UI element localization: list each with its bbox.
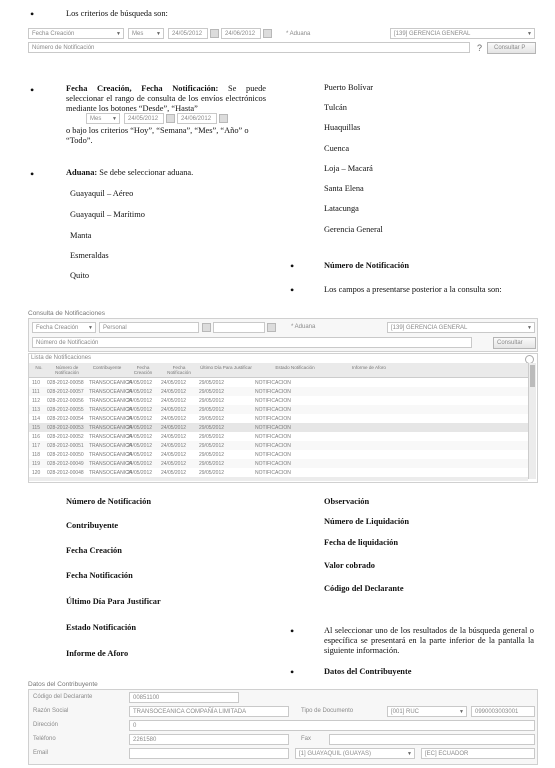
inline-date-form xyxy=(86,113,256,125)
table-cell: TRANSOCEANICA xyxy=(89,389,133,395)
table-cell: TRANSOCEANICA xyxy=(89,452,133,458)
bullet-icon: • xyxy=(30,7,35,21)
bullet-icon: • xyxy=(290,624,295,638)
table-cell: 24/05/2012 xyxy=(127,452,153,458)
grid-column-header[interactable]: Estado Notificación xyxy=(275,365,315,370)
table-cell: 24/05/2012 xyxy=(127,470,153,476)
period-select[interactable]: Mes ▼ xyxy=(128,28,164,39)
consult-button[interactable]: Consultar P xyxy=(487,42,536,54)
chevron-down-icon: ▼ xyxy=(112,116,117,122)
table-row[interactable] xyxy=(29,441,528,450)
calendar-icon[interactable] xyxy=(210,29,219,38)
table-cell: 028-2012-00058 xyxy=(47,380,84,386)
aduana-item-text: Se debe seleccionar aduana. xyxy=(99,168,194,177)
grid-column-header[interactable]: Contribuyente xyxy=(92,365,122,370)
table-cell: 29/05/2012 xyxy=(199,407,225,413)
field-left-item: Número de Notificación xyxy=(66,497,151,506)
table-cell: 24/05/2012 xyxy=(161,452,187,458)
consulta-date-to[interactable] xyxy=(213,322,265,333)
table-cell: 29/05/2012 xyxy=(199,380,225,386)
fecha-item-text: Se puede seleccionar el rango de consulta de los envíos electrónicos mediante los botones “Desde”, “Hasta” xyxy=(66,84,266,113)
table-cell: 24/05/2012 xyxy=(161,434,187,440)
table-cell: 028-2012-00051 xyxy=(47,443,84,449)
ciudad-select[interactable]: [1] GUAYAQUIL (GUAYAS) ▼ xyxy=(295,748,415,759)
email-field[interactable] xyxy=(129,748,289,759)
field-left-item: Fecha Creación xyxy=(66,546,122,555)
consulta-period[interactable]: Personal xyxy=(99,322,199,333)
table-cell: 24/05/2012 xyxy=(161,398,187,404)
codigo-field[interactable]: 00851100 xyxy=(129,692,239,703)
aduana-right-item: Cuenca xyxy=(324,144,350,153)
aduana-label: * Aduana xyxy=(286,31,311,37)
bullet-icon: • xyxy=(290,283,295,297)
table-cell: TRANSOCEANICA xyxy=(89,443,133,449)
table-cell: 29/05/2012 xyxy=(199,443,225,449)
table-row[interactable] xyxy=(29,414,528,423)
table-cell: NOTIFICACION xyxy=(255,443,291,449)
table-cell: 116 xyxy=(32,434,40,440)
calendar-icon[interactable] xyxy=(263,29,272,38)
inline-period-select[interactable]: Mes ▼ xyxy=(86,113,120,124)
help-icon[interactable]: ? xyxy=(477,43,483,53)
table-cell: 028-2012-00052 xyxy=(47,434,84,440)
aduana-right-item: Gerencia General xyxy=(324,225,383,234)
table-row[interactable] xyxy=(29,459,528,468)
table-cell: NOTIFICACION xyxy=(255,407,291,413)
table-cell: 24/05/2012 xyxy=(161,416,187,422)
chevron-down-icon: ▼ xyxy=(156,31,161,37)
contrib-panel xyxy=(28,689,538,765)
notification-number-input[interactable]: Número de Notificación xyxy=(28,42,470,53)
table-cell: 119 xyxy=(32,461,40,467)
fax-label: Fax xyxy=(301,736,312,742)
table-cell: 24/05/2012 xyxy=(161,380,187,386)
vertical-scrollbar[interactable] xyxy=(528,363,536,479)
table-cell: 113 xyxy=(32,407,40,413)
table-cell: 117 xyxy=(32,443,40,449)
calendar-icon xyxy=(219,114,228,123)
table-cell: 24/05/2012 xyxy=(161,425,187,431)
field-right-item: Número de Liquidación xyxy=(324,517,410,526)
consulta-aduana-label: * Aduana xyxy=(291,324,316,330)
table-cell: NOTIFICACION xyxy=(255,380,291,386)
chevron-down-icon: ▼ xyxy=(459,709,464,715)
table-cell: 29/05/2012 xyxy=(199,416,225,422)
table-cell: 24/05/2012 xyxy=(127,461,153,467)
table-cell: 29/05/2012 xyxy=(199,398,225,404)
table-row[interactable] xyxy=(29,378,528,387)
table-cell: NOTIFICACION xyxy=(255,434,291,440)
consulta-panel-title: Consulta de Notificaciones xyxy=(28,310,105,317)
table-cell: 29/05/2012 xyxy=(199,470,225,476)
aduana-right-item: Loja – Macará xyxy=(324,164,373,173)
fax-field[interactable] xyxy=(329,734,535,745)
table-cell: TRANSOCEANICA xyxy=(89,461,133,467)
table-cell: TRANSOCEANICA xyxy=(89,434,133,440)
table-cell: 29/05/2012 xyxy=(199,425,225,431)
scrollbar-thumb[interactable] xyxy=(530,365,535,387)
calendar-icon xyxy=(166,114,175,123)
bullet-icon: • xyxy=(30,83,35,97)
table-cell: 24/05/2012 xyxy=(127,389,153,395)
table-row[interactable] xyxy=(29,405,528,414)
table-cell: 24/05/2012 xyxy=(127,434,153,440)
aduana-left-item: Guayaquil – Marítimo xyxy=(70,210,145,219)
table-cell: 028-2012-00048 xyxy=(47,470,84,476)
grid-column-header[interactable]: Informe de Aforo xyxy=(352,365,386,370)
bullet-icon: • xyxy=(290,665,295,679)
consulta-panel-form xyxy=(28,318,538,352)
table-cell: 028-2012-00057 xyxy=(47,389,84,395)
telefono-field[interactable]: 2261580 xyxy=(129,734,289,745)
table-cell: 111 xyxy=(32,389,40,395)
table-row[interactable] xyxy=(29,450,528,459)
codigo-label: Código del Declarante xyxy=(33,694,93,700)
bullet-icon: • xyxy=(30,167,35,181)
right-item-campos: Los campos a presentarse posterior a la consulta son: xyxy=(324,285,502,294)
table-cell: 028-2012-00053 xyxy=(47,425,84,431)
table-cell: 24/05/2012 xyxy=(127,416,153,422)
table-cell: 29/05/2012 xyxy=(199,461,225,467)
table-row[interactable] xyxy=(29,423,528,432)
table-cell: 028-2012-00055 xyxy=(47,407,84,413)
table-cell: NOTIFICACION xyxy=(255,389,291,395)
email-label: Email xyxy=(33,750,49,756)
grid-column-header[interactable]: Fecha Creación xyxy=(133,365,153,375)
table-cell: 110 xyxy=(32,380,40,386)
razon-label: Razón Social xyxy=(33,708,69,714)
table-cell: 028-2012-00049 xyxy=(47,461,84,467)
right-item-notificacion: Número de Notificación xyxy=(324,261,409,270)
date-type-select[interactable]: Fecha Creación ▼ xyxy=(28,28,124,39)
table-cell: NOTIFICACION xyxy=(255,470,291,476)
inline-date-to[interactable]: 24/06/2012 xyxy=(177,113,217,124)
table-row[interactable] xyxy=(29,468,528,477)
table-cell: NOTIFICACION xyxy=(255,416,291,422)
telefono-label: Teléfono xyxy=(33,736,56,742)
fecha-item-text2: o bajo los criterios “Hoy”, “Semana”, “Mes”, “Año” o “Todo”. xyxy=(66,126,249,145)
field-left-item: Último Día Para Justificar xyxy=(66,597,161,606)
fecha-item-bold: Fecha Creación, Fecha Notificación: xyxy=(66,84,219,93)
table-cell: 24/05/2012 xyxy=(161,407,187,413)
field-left-item: Fecha Notificación xyxy=(66,571,133,580)
table-cell: 29/05/2012 xyxy=(199,389,225,395)
aduana-select[interactable]: [139] GERENCIA GENERAL ▼ xyxy=(390,28,535,39)
direccion-label: Dirección xyxy=(33,722,59,728)
table-row[interactable] xyxy=(29,432,528,441)
aduana-right-item: Puerto Bolívar xyxy=(324,83,374,92)
table-cell: NOTIFICACION xyxy=(255,398,291,404)
table-cell: 29/05/2012 xyxy=(199,434,225,440)
aduana-right-item: Latacunga xyxy=(324,204,359,213)
table-row[interactable] xyxy=(29,396,528,405)
chevron-down-icon: ▼ xyxy=(116,31,121,37)
field-right-item: Valor cobrado xyxy=(324,561,375,570)
table-cell: NOTIFICACION xyxy=(255,452,291,458)
inline-date-from[interactable]: 24/05/2012 xyxy=(124,113,164,124)
table-cell: 115 xyxy=(32,425,40,431)
aduana-right-item: Santa Elena xyxy=(324,184,364,193)
aduana-left-item: Quito xyxy=(70,271,90,280)
consulta-consult-button[interactable]: Consultar xyxy=(493,337,536,349)
intro-text: Los criterios de búsqueda son: xyxy=(66,9,168,18)
direccion-field[interactable]: 0 xyxy=(129,720,535,731)
table-cell: TRANSOCEANICA xyxy=(89,425,133,431)
bullet-icon: • xyxy=(290,259,295,273)
grid-column-header[interactable]: Número de Notificación xyxy=(55,365,79,375)
results-label: Lista de Notificaciones xyxy=(31,355,92,361)
table-cell: 112 xyxy=(32,398,40,404)
calendar-icon[interactable] xyxy=(267,323,276,332)
aduana-item-bold: Aduana: xyxy=(66,168,98,177)
grid-column-header[interactable]: No. xyxy=(35,365,43,370)
table-row[interactable] xyxy=(29,387,528,396)
tipo-number-field[interactable]: 0990003003001 xyxy=(471,706,535,717)
field-right-item: Código del Declarante xyxy=(324,584,404,593)
table-cell: TRANSOCEANICA xyxy=(89,416,133,422)
tipo-label: Tipo de Documento xyxy=(301,708,354,714)
table-cell: 114 xyxy=(32,416,40,422)
table-cell: TRANSOCEANICA xyxy=(89,398,133,404)
table-cell: TRANSOCEANICA xyxy=(89,380,133,386)
date-from-input[interactable]: 24/05/2012 xyxy=(168,28,208,39)
table-cell: NOTIFICACION xyxy=(255,425,291,431)
table-cell: 24/05/2012 xyxy=(161,470,187,476)
table-cell: 24/05/2012 xyxy=(161,443,187,449)
date-to-input[interactable]: 24/06/2012 xyxy=(221,28,261,39)
tipo-select[interactable]: [001] RUC ▼ xyxy=(387,706,467,717)
field-right-item: Fecha de liquidación xyxy=(324,538,398,547)
field-right-item: Observación xyxy=(324,497,370,506)
chevron-down-icon: ▼ xyxy=(407,751,412,757)
consulta-notif-input[interactable]: Número de Notificación xyxy=(32,337,472,348)
table-cell: TRANSOCEANICA xyxy=(89,407,133,413)
chevron-down-icon: ▼ xyxy=(88,325,93,331)
table-cell: 24/05/2012 xyxy=(161,461,187,467)
table-cell: 24/05/2012 xyxy=(127,380,153,386)
table-cell: 24/05/2012 xyxy=(127,398,153,404)
razon-field[interactable]: TRANSOCEANICA COMPAÑÍA LIMITADA xyxy=(129,706,289,717)
field-left-item: Informe de Aforo xyxy=(66,649,129,658)
table-cell: 24/05/2012 xyxy=(127,425,153,431)
table-cell: 29/05/2012 xyxy=(199,452,225,458)
fecha-item xyxy=(66,84,266,114)
chevron-down-icon: ▼ xyxy=(527,325,532,331)
grid-column-header[interactable]: Fecha Notificación xyxy=(167,365,191,375)
table-cell: 118 xyxy=(32,452,40,458)
chevron-down-icon: ▼ xyxy=(527,31,532,37)
aduana-right-item: Tulcán xyxy=(324,103,347,112)
right-last-item: Datos del Contribuyente xyxy=(324,667,412,676)
aduana-left-item: Manta xyxy=(70,231,92,240)
pais-select[interactable]: [EC] ECUADOR xyxy=(421,748,535,759)
right-para: Al seleccionar uno de los resultados de la búsqueda general o específica se presentará en la parte inferior de la pantalla la siguiente información. xyxy=(324,626,534,655)
table-cell: 028-2012-00056 xyxy=(47,398,84,404)
calendar-icon[interactable] xyxy=(202,323,211,332)
table-cell: NOTIFICACION xyxy=(255,461,291,467)
aduana-left-item: Guayaquil – Aéreo xyxy=(70,189,134,198)
consulta-aduana-select[interactable]: [139] GERENCIA GENERAL ▼ xyxy=(387,322,535,333)
aduana-item xyxy=(66,168,266,178)
search-form xyxy=(28,28,538,58)
contrib-panel-title: Datos del Contribuyente xyxy=(28,681,98,688)
field-left-item: Estado Notificación xyxy=(66,623,137,632)
table-cell: 24/05/2012 xyxy=(127,443,153,449)
aduana-left-item: Esmeraldas xyxy=(70,251,109,260)
consulta-date-type[interactable]: Fecha Creación ▼ xyxy=(32,322,96,333)
field-left-item: Contribuyente xyxy=(66,521,119,530)
table-cell: 24/05/2012 xyxy=(161,389,187,395)
table-cell: TRANSOCEANICA xyxy=(89,470,133,476)
grid-column-header[interactable]: Último Día Para Justificar xyxy=(200,365,252,370)
table-cell: 120 xyxy=(32,470,41,476)
results-grid xyxy=(28,353,538,483)
table-cell: 028-2012-00050 xyxy=(47,452,84,458)
table-cell: 028-2012-00054 xyxy=(47,416,84,422)
aduana-right-item: Huaquillas xyxy=(324,123,361,132)
table-cell: 24/05/2012 xyxy=(127,407,153,413)
